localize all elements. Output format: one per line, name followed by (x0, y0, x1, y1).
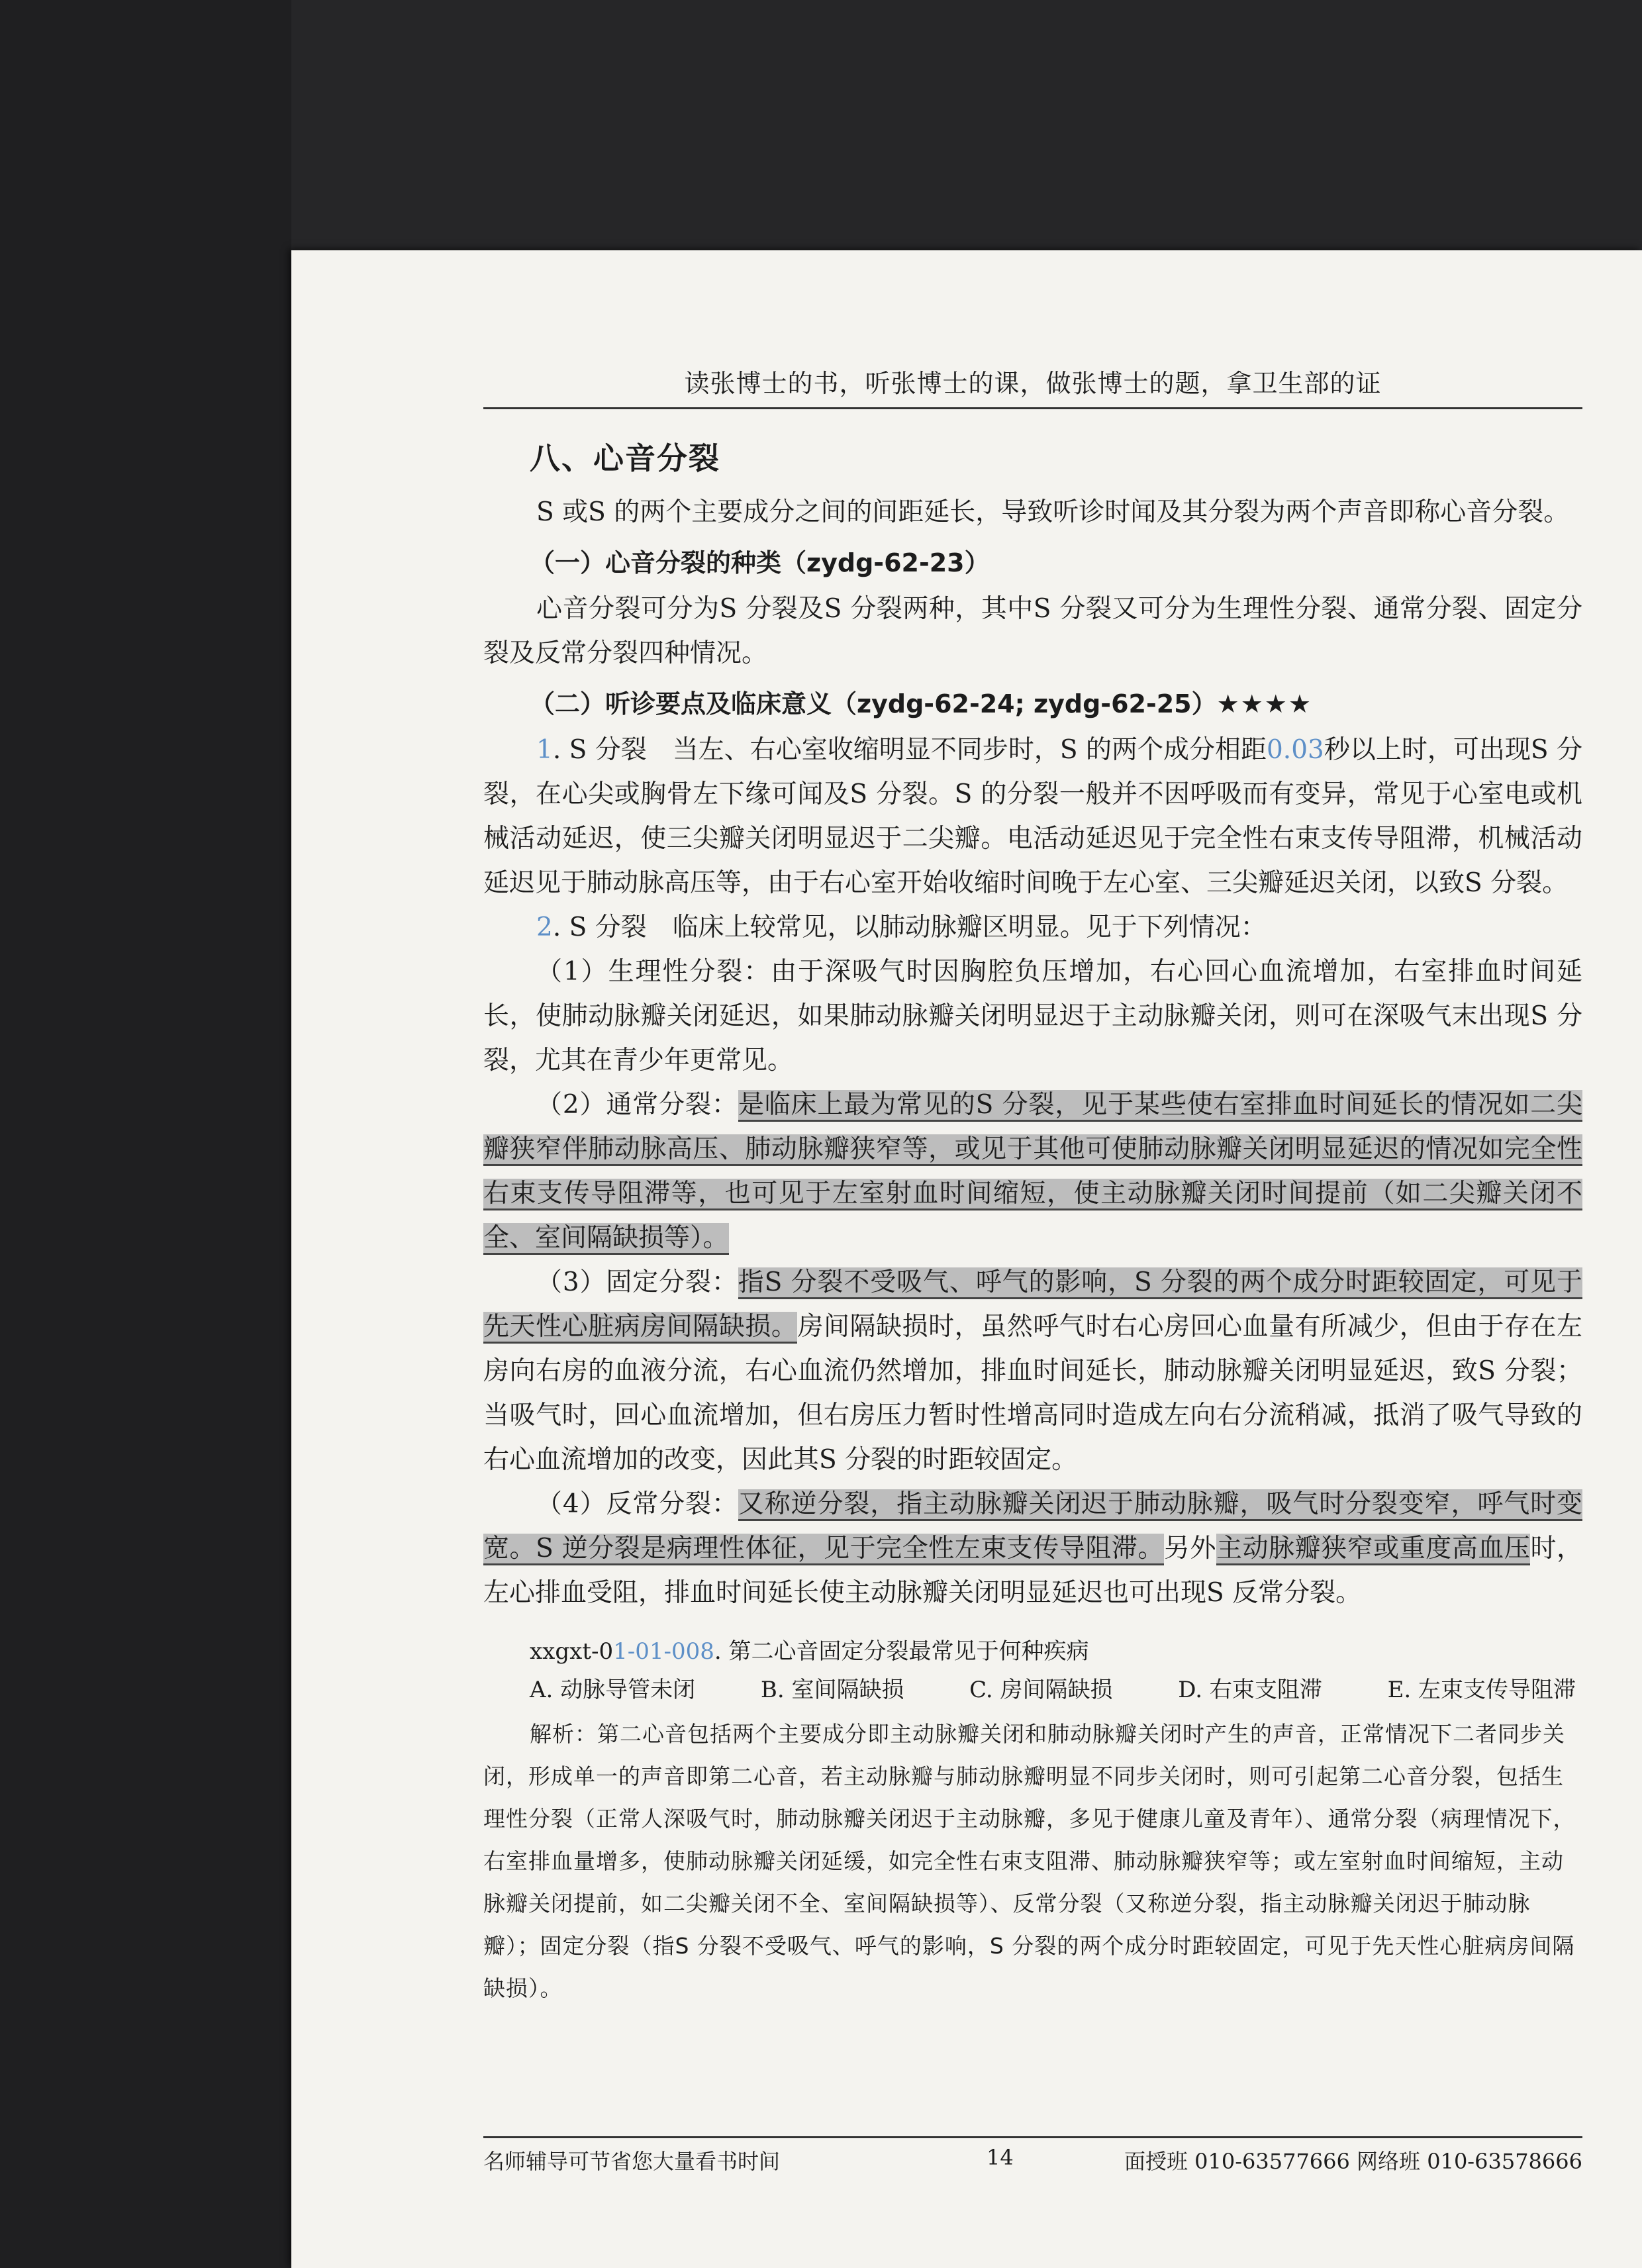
option-c: C. 房间隔缺损 (969, 1677, 1113, 1703)
quiz-block (483, 1632, 1582, 2010)
quiz-options (483, 1671, 1582, 1709)
page-content (483, 363, 1582, 2010)
option-b: B. 室间隔缺损 (760, 1677, 904, 1703)
item-label: （2）通常分裂： (536, 1090, 738, 1120)
highlighted-text: 是临床上最为常见的S 分裂，见于某些使右室排血时间延长的情况如二尖瓣狭窄伴肺动脉高压、肺动脉瓣狭窄等，或见于其他可使肺动脉瓣关闭明显延迟的情况如完全性右束支传导阻滞等，也可见于左室射血时间缩短，使主动脉瓣关闭时间提前（如二尖瓣关闭不全、室间隔缺损等）。 (483, 1090, 1582, 1255)
subsection-1-title: （一）心音分裂的种类（zydg-62-23） (530, 548, 990, 577)
item-label: （1）生理性分裂： (536, 957, 771, 987)
quiz-question (483, 1632, 1582, 1671)
item-label: （4）反常分裂： (536, 1489, 738, 1519)
item-wide-split (483, 1083, 1582, 1260)
item-text: 另外 (1163, 1534, 1217, 1563)
subsection-2-title-text: （二）听诊要点及临床意义（zydg-62-24; zydg-62-25） (530, 689, 1217, 718)
question-text: . 第二心音固定分裂最常见于何种疾病 (714, 1638, 1089, 1665)
footer-slogan: 名师辅导可节省您大量看书时间 (483, 2149, 781, 2174)
subsection-2-title (530, 683, 1582, 720)
paragraph-text-cont: 秒以上时，可出现S 分裂，在心尖或胸骨左下缘可闻及S 分裂。S 的分裂一般并不因呼吸而有变异，常见于心室电或机械活动延迟，使三尖瓣关闭明显迟于二尖瓣。电活动延迟见于完全性右束支传导阻滞，机械活动延迟见于肺动脉高压等，由于右心室开始收缩时间晚于左心室、三尖瓣延迟关闭，以致S 分裂。 (483, 735, 1582, 898)
option-d: D. 右束支阻滞 (1178, 1677, 1322, 1703)
paragraph-s1-split (483, 728, 1582, 905)
highlighted-text: 又称逆分裂，指主动脉瓣关闭迟于肺动脉瓣，吸气时分裂变窄，呼气时变宽。S 逆分裂是病理性体征，见于完全性左束支传导阻滞。 (483, 1489, 1582, 1565)
question-code: xxgxt-0 (530, 1638, 614, 1665)
running-header: 读张博士的书，听张博士的课，做张博士的题，拿卫生部的证 (483, 363, 1582, 409)
option-e: E. 左束支传导阻滞 (1387, 1677, 1576, 1703)
item-text-end: 时，左心排血受阻，排血时间延长使主动脉瓣关闭明显延迟也可出现S 反常分裂。 (483, 1534, 1582, 1608)
paragraph-number: 2 (536, 912, 553, 942)
footer-contact: 面授班 010-63577666 网络班 010-63578666 (1124, 2149, 1582, 2174)
option-a: A. 动脉导管未闭 (530, 1677, 696, 1703)
paragraph-text: . S 分裂 当左、右心室收缩明显不同步时，S 的两个成分相距 (552, 735, 1267, 765)
highlighted-text: 指S 分裂不受吸气、呼气的影响，S 分裂的两个成分时距较固定，可见于先天性心脏病房间隔缺损。 (483, 1267, 1582, 1344)
item-text: 房间隔缺损时，虽然呼气时右心房回心血量有所减少，但由于存在左房向右房的血液分流，右心血流仍然增加，排血时间延长，肺动脉瓣关闭明显延迟，致S 分裂；当吸气时，回心血流增加，但右房压力暂时性增高同时造成左向右分流稍减，抵消了吸气导致的右心血流增加的改变，因此其S 分裂的时距较固定。 (483, 1312, 1582, 1475)
section-title: 八、心音分裂 (530, 440, 720, 476)
interval-value: 0.03 (1266, 735, 1324, 765)
item-fixed-split (483, 1260, 1582, 1482)
item-paradoxical-split (483, 1482, 1582, 1615)
quiz-analysis: 解析：第二心音包括两个主要成分即主动脉瓣关闭和肺动脉瓣关闭时产生的声音，正常情况下二者同步关闭，形成单一的声音即第二心音，若主动脉瓣与肺动脉瓣明显不同步关闭时，则可引起第二心音分裂，包括生理性分裂（正常人深吸气时，肺动脉瓣关闭迟于主动脉瓣，多见于健康儿童及青年）、通常分裂（病理情况下，右室排血量增多，使肺动脉瓣关闭延缓，如完全性右束支阻滞、肺动脉瓣狭窄等；或左室射血时间缩短，主动脉瓣关闭提前，如二尖瓣关闭不全、室间隔缺损等）、反常分裂（又称逆分裂，指主动脉瓣关闭迟于肺动脉瓣）；固定分裂（指S 分裂不受吸气、呼气的影响，S 分裂的两个成分时距较固定，可见于先天性心脏病房间隔缺损）。 (483, 1721, 1576, 2001)
paragraph-s2-split (483, 905, 1582, 950)
page-number: 14 (987, 2145, 1014, 2170)
section-intro: S 或S 的两个主要成分之间的间距延长，导致听诊时闻及其分裂为两个声音即称心音分裂。 (536, 497, 1570, 527)
item-label: （3）固定分裂： (536, 1267, 738, 1297)
question-code-number: 1-01-008 (613, 1638, 714, 1665)
subsection-1-text: 心音分裂可分为S 分裂及S 分裂两种，其中S 分裂又可分为生理性分裂、通常分裂、固定分裂及反常分裂四种情况。 (483, 594, 1582, 668)
importance-stars: ★★★★ (1216, 689, 1312, 718)
paragraph-text: . S 分裂 临床上较常见，以肺动脉瓣区明显。见于下列情况： (552, 912, 1267, 942)
book-page (291, 250, 1642, 2268)
item-text: 由于深吸气时因胸腔负压增加，右心回心血流增加，右室排血时间延长，使肺动脉瓣关闭延迟，如果肺动脉瓣关闭明显迟于主动脉瓣关闭，则可在深吸气末出现S 分裂，尤其在青少年更常见。 (483, 957, 1582, 1075)
paragraph-number: 1 (536, 735, 553, 765)
scan-background-top (291, 0, 1642, 250)
scan-background-left (0, 0, 291, 2268)
highlighted-text-2: 主动脉瓣狭窄或重度高血压 (1216, 1534, 1530, 1565)
page-footer (483, 2136, 1582, 2175)
item-physiological-split (483, 950, 1582, 1083)
